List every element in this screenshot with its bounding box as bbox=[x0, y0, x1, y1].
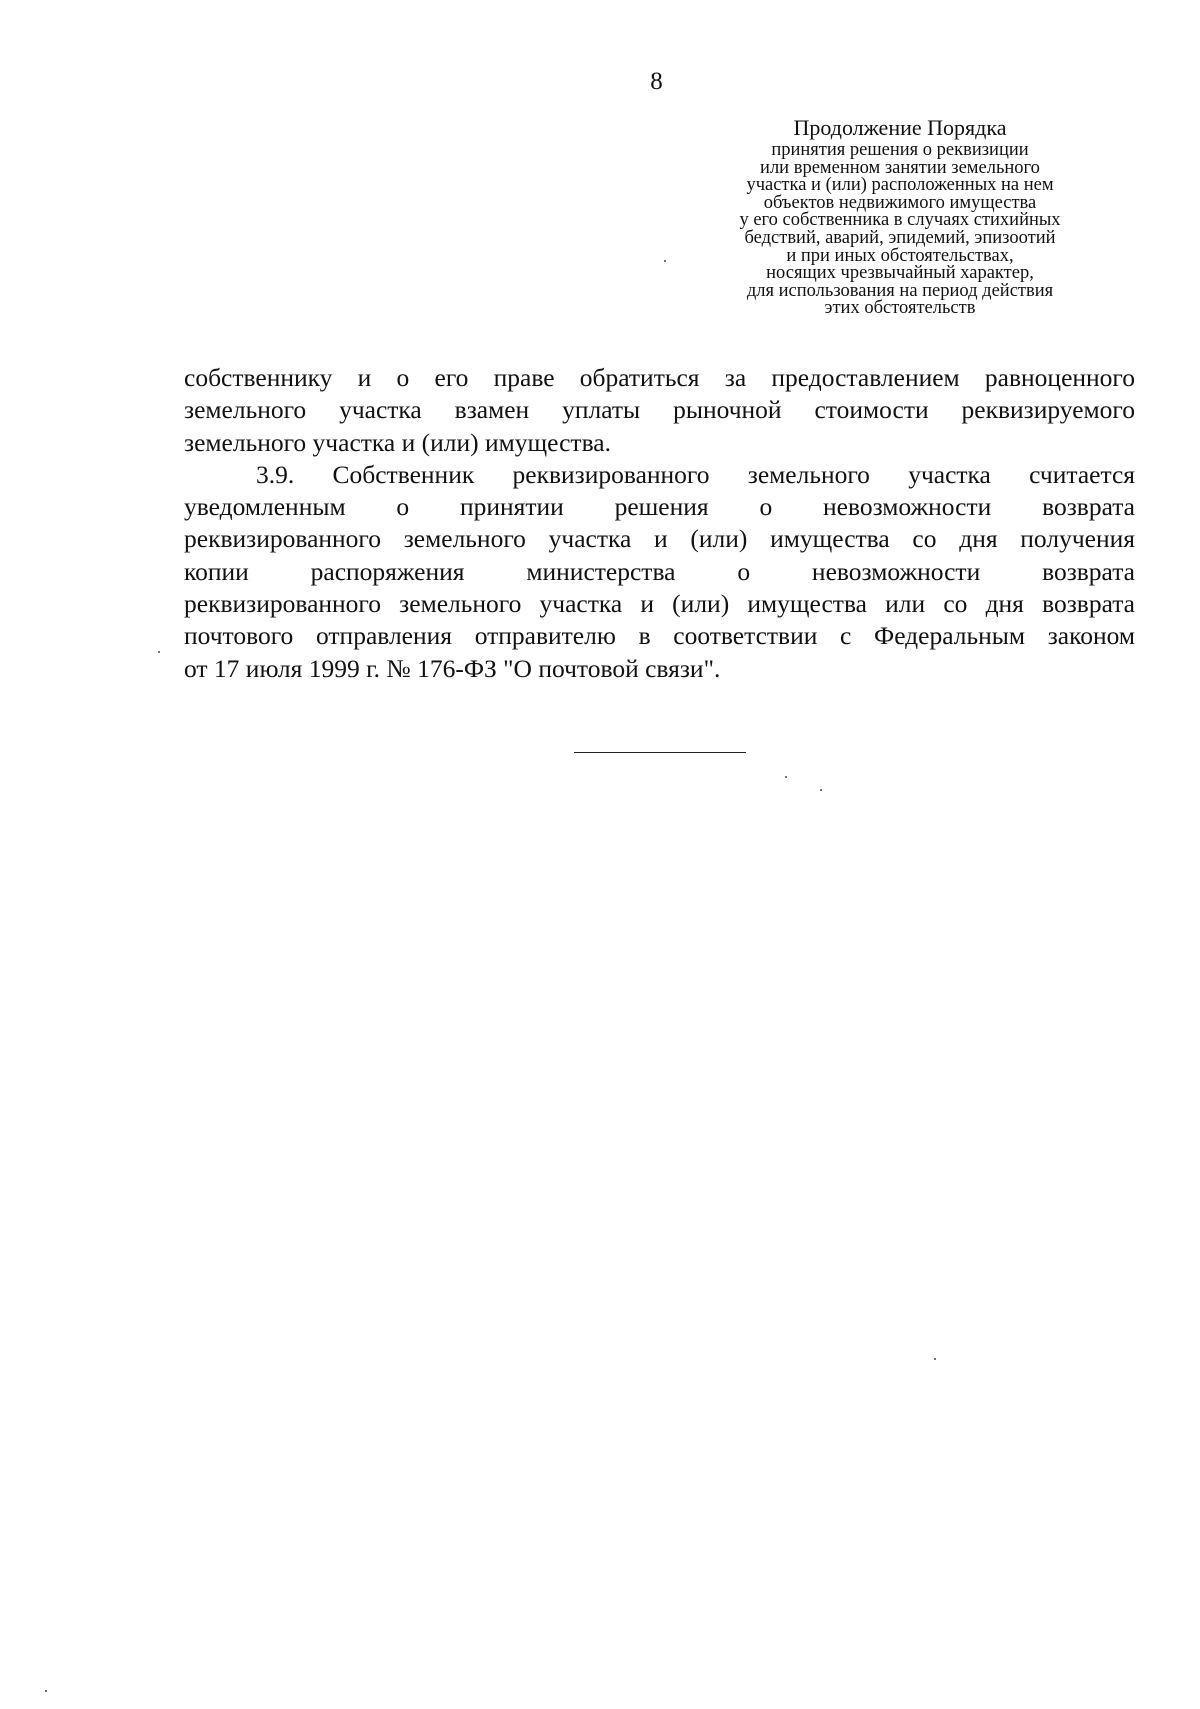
body-line: копии распоряжения министерства о невозможности возврата bbox=[184, 556, 1135, 586]
scan-speck bbox=[785, 776, 787, 778]
body-line: собственнику и о его праве обратиться за предоставлением равноценного bbox=[184, 363, 1135, 392]
scan-speck bbox=[158, 651, 160, 653]
header-line: объектов недвижимого имущества bbox=[763, 192, 1037, 213]
body-line: уведомленным о принятии решения о невозможности возврата bbox=[184, 492, 1135, 522]
header-line: для использования на период действия bbox=[746, 280, 1054, 301]
body-line: реквизированного земельного участка и (или) имущества со дня получения bbox=[184, 524, 1135, 554]
scan-speck bbox=[664, 260, 666, 262]
body-line: почтового отправления отправителю в соответствии с Федеральным законом bbox=[184, 621, 1135, 651]
scan-speck bbox=[820, 789, 822, 791]
header-line: или временном занятии земельного bbox=[760, 157, 1040, 178]
body-line: реквизированного земельного участка и (или) имущества или со дня возврата bbox=[184, 589, 1135, 619]
header-line: этих обстоятельств bbox=[824, 298, 976, 319]
end-divider bbox=[574, 752, 746, 753]
header-line: участка и (или) расположенных на нем bbox=[746, 175, 1054, 196]
body-line: земельного участка взамен уплаты рыночной стоимости реквизируемого bbox=[184, 395, 1135, 425]
header-line: у его собственника в случаях стихийных bbox=[739, 210, 1061, 231]
body-line: от 17 июля 1999 г. № 176-ФЗ "О почтовой связи". bbox=[184, 653, 721, 683]
body-text bbox=[184, 362, 1135, 685]
scan-speck bbox=[934, 1358, 936, 1360]
header-line: бедствий, аварий, эпидемий, эпизоотий bbox=[744, 227, 1056, 248]
paragraph-3-9-start: 3.9. Собственник реквизированного земельного участка считается bbox=[256, 459, 1135, 489]
header-title: Продолжение Порядка bbox=[793, 115, 1007, 140]
document-header bbox=[665, 116, 1135, 318]
header-line: и при иных обстоятельствах, bbox=[786, 245, 1014, 266]
scan-speck bbox=[45, 1690, 47, 1692]
header-line: носящих чрезвычайный характер, bbox=[766, 263, 1034, 284]
header-lines bbox=[665, 142, 1135, 318]
body-line: земельного участка и (или) имущества. bbox=[184, 427, 611, 457]
page-number: 8 bbox=[650, 68, 663, 95]
header-line: принятия решения о реквизиции bbox=[771, 140, 1029, 160]
